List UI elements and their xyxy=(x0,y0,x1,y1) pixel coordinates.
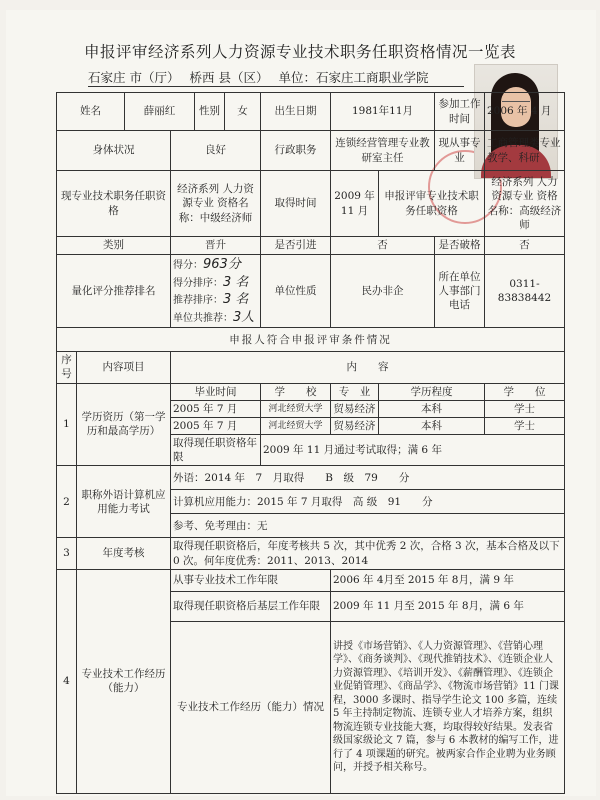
admin-label: 行政职务 xyxy=(261,131,331,171)
obtain-value: 2009 年11 月 xyxy=(331,171,379,237)
edu-h-school: 学 校 xyxy=(261,383,331,400)
table-row: 本科 xyxy=(379,400,485,417)
admin-value: 连锁经营管理专业教研室主任 xyxy=(331,131,435,171)
intro-label: 是否引进 xyxy=(261,237,331,255)
annual-no: 3 xyxy=(57,538,77,569)
table-row: 本科 xyxy=(379,417,485,434)
birth-label: 出生日期 xyxy=(261,93,331,131)
health-label: 身体状况 xyxy=(57,131,171,171)
table-row: 2005 年 7 月 xyxy=(171,417,261,434)
gender-value: 女 xyxy=(225,93,261,131)
name-label: 姓名 xyxy=(57,93,125,131)
table-row: 学士 xyxy=(485,417,565,434)
current-title-label: 现专业技术职务任职资格 xyxy=(57,171,171,237)
computer-skill: 计算机应用能力：2015 年 7 月取得 高 级 91 分 xyxy=(171,490,565,514)
edu-limit-value: 2009 年 11 月通过考试取得；满 6 年 xyxy=(261,435,565,466)
info-table xyxy=(56,92,565,794)
table-row: 学士 xyxy=(485,400,565,417)
category-label: 类别 xyxy=(57,237,171,255)
table-row: 河北经贸大学 xyxy=(261,417,331,434)
col-no: 序号 xyxy=(57,352,77,383)
table-row: 贸易经济 xyxy=(331,417,379,434)
exp-years-label: 从事专业技术工作年限 xyxy=(171,569,331,591)
work-start-label: 参加工作时间 xyxy=(435,93,485,131)
unit: 单位：石家庄工商职业学院 xyxy=(278,70,429,85)
exp-detail-text: 讲授《市场营销》、《人力资源管理》、《营销心理学》、《商务谈判》、《现代推销技术》、《连锁企业人力资源管理》、《培训开发》、《薪酬管理》、《连锁企业促销管理》、《商品学》、《物流市场营销》11 门课程，3000 多课时、指导学生论文 100 多篇，连续 5 年主持制定物流、连锁专业人才培养方案，组织物流连锁专业技能大赛，均取得较好结果。发表省级国家级论文 7 篇，参与 6 本教材的编写工作，进行了 4 项课题的研究。被两家合作企业聘为业务顾问，并授予相关称号。 xyxy=(331,621,565,793)
profession-label: 现从事专业 xyxy=(435,131,485,171)
exempt-reason: 参考、免考理由：无 xyxy=(171,514,565,538)
profession-value: 工商管理类专业教学、科研 xyxy=(485,131,565,171)
col-content: 内 容 xyxy=(171,352,565,383)
gender-label: 性别 xyxy=(195,93,225,131)
section-title: 申报人符合申报评审条件情况 xyxy=(57,328,565,352)
annual-text: 取得现任职资格后，年度考核共 5 次，其中优秀 2 次，合格 3 次，基本合格及以下 0 次。何年度优秀：2011、2013、2014 xyxy=(171,538,565,569)
exp-item: 专业技术工作经历（能力） xyxy=(77,569,171,793)
edu-h-degree: 学 位 xyxy=(485,383,565,400)
apply-value: 经济系列 人力资源专业 资格名称：高级经济师 xyxy=(485,171,565,237)
county: 桥西 县（区） xyxy=(189,70,269,85)
table-row: 贸易经济 xyxy=(331,400,379,417)
exp-no: 4 xyxy=(57,569,77,793)
exp-grass-label: 取得现任职资格后基层工作年限 xyxy=(171,591,331,621)
work-start-value: 2006 年 4 月 xyxy=(485,93,565,131)
edu-limit-label: 取得现任职资格年限 xyxy=(171,435,261,466)
lang-no: 2 xyxy=(57,466,77,538)
score-block: 得分：963分 得分排序：3 名 推荐排序：3 名 单位共推荐：3人 xyxy=(171,255,261,328)
apply-label: 申报评审专业技术职务任职资格 xyxy=(379,171,485,237)
unit-nature-label: 单位性质 xyxy=(261,255,331,328)
intro-value: 否 xyxy=(331,237,435,255)
phone-label: 所在单位人事部门电话 xyxy=(435,255,485,328)
edu-h-date: 毕业时间 xyxy=(171,383,261,400)
exp-years-value: 2006 年 4月至 2015 年 8月，满 9 年 xyxy=(331,569,565,591)
exception-label: 是否破格 xyxy=(435,237,485,255)
exception-value: 否 xyxy=(485,237,565,255)
category-value: 晋升 xyxy=(171,237,261,255)
exp-grass-value: 2009 年 11 月至 2015 年 8月，满 6 年 xyxy=(331,591,565,621)
score-label: 量化评分推荐排名 xyxy=(57,255,171,328)
current-title-value: 经济系列 人力资源专业 资格名称：中级经济师 xyxy=(171,171,261,237)
foreign-lang: 外语：2014 年 7 月取得 B 级 79 分 xyxy=(171,466,565,490)
col-item: 内容项目 xyxy=(77,352,171,383)
city: 石家庄 市（厅） xyxy=(88,70,180,85)
page-title: 申报评审经济系列人力资源专业技术职务任职资格情况一览表 xyxy=(83,43,516,61)
exp-detail-label: 专业技术工作经历（能力）情况 xyxy=(171,621,331,793)
edu-no: 1 xyxy=(57,383,77,466)
table-row: 河北经贸大学 xyxy=(261,400,331,417)
edu-item: 学历资历（第一学历和最高学历） xyxy=(77,383,171,466)
annual-item: 年度考核 xyxy=(77,538,171,569)
health-value: 良好 xyxy=(171,131,261,171)
table-row: 2005 年 7 月 xyxy=(171,400,261,417)
unit-nature-value: 民办非企 xyxy=(331,255,435,328)
obtain-label: 取得时间 xyxy=(261,171,331,237)
edu-h-major: 专 业 xyxy=(331,383,379,400)
edu-h-level: 学历程度 xyxy=(379,383,485,400)
name-value: 薛丽红 xyxy=(125,93,195,131)
lang-item: 职称外语计算机应用能力考试 xyxy=(77,466,171,538)
birth-value: 1981年11月 xyxy=(331,93,435,131)
unit-line xyxy=(88,68,464,87)
phone-value: 0311-83838442 xyxy=(485,255,565,328)
